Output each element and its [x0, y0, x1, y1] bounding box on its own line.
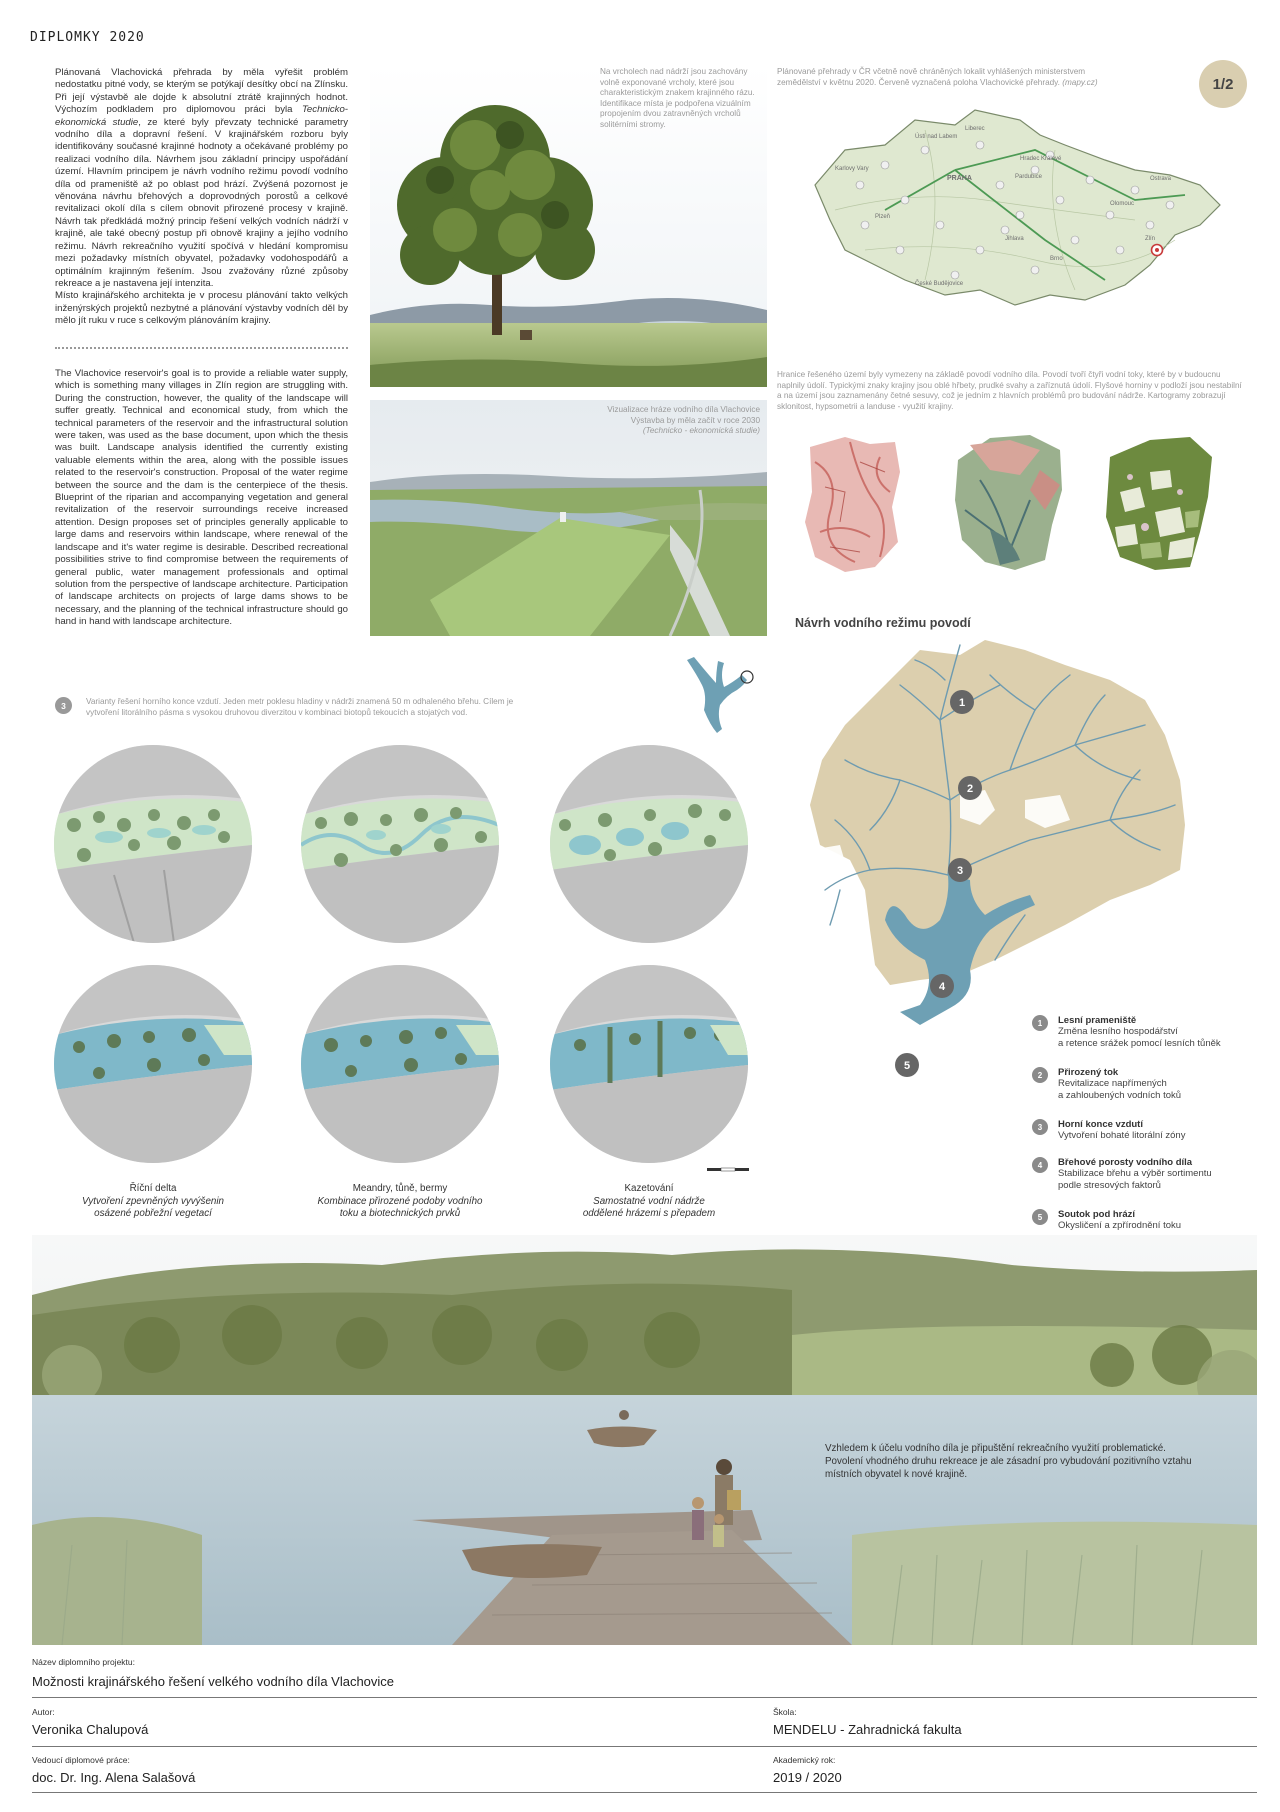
legend-desc-1b: a retence srážek pomocí lesních tůněk	[1058, 1038, 1221, 1049]
page-header-title: DIPLOMKY 2020	[30, 30, 145, 45]
watershed-title: Návrh vodního režimu povodí	[795, 616, 971, 630]
school-value: MENDELU - Zahradnická fakulta	[773, 1722, 962, 1737]
meanders-top-illustration	[301, 745, 499, 943]
project-value: Možnosti krajinářského řešení velkého vodního díla Vlachovice	[32, 1674, 395, 1689]
legend-desc-4a: Stabilizace břehu a výběr sortimentu	[1058, 1168, 1212, 1179]
legend-num-1: 1	[1032, 1015, 1048, 1031]
map-label-jihlava: Jihlava	[1005, 236, 1024, 242]
cassettes-bottom-illustration	[550, 965, 748, 1163]
footer-divider-3	[32, 1792, 1257, 1793]
delta-bottom-illustration	[54, 965, 252, 1163]
variant-label-delta	[54, 1183, 252, 1221]
variant-circle-cassettes-bottom	[550, 965, 748, 1163]
legend-item	[1032, 1209, 1181, 1232]
scale-bar	[707, 1160, 749, 1164]
legend-title-4: Břehové porosty vodního díla	[1058, 1157, 1193, 1168]
map-label-praha: PRAHA	[947, 175, 972, 182]
map-label-hradec: Hradec Králové	[1020, 156, 1062, 162]
slope-cartogram-illustration	[800, 432, 905, 574]
legend-title-5: Soutok pod hrází	[1058, 1209, 1136, 1220]
lake-illustration	[32, 1235, 1257, 1645]
map-label-ostrava: Ostrava	[1150, 176, 1172, 182]
footer-divider-2	[32, 1746, 1257, 1747]
map-label-karlovy-vary: Karlovy Vary	[835, 166, 869, 172]
marker-1-label: 1	[958, 697, 966, 709]
year-label: Akademický rok:	[773, 1755, 836, 1765]
variant-desc-delta-1: Vytvoření zpevněných vyvýšenin	[82, 1195, 224, 1207]
marker-4-label: 4	[938, 981, 946, 993]
map-label-zlin: Zlín	[1145, 236, 1156, 242]
map-label-plzen: Plzeň	[875, 214, 891, 220]
watershed-map	[810, 640, 1190, 1080]
author-value: Veronika Chalupová	[32, 1722, 149, 1737]
legend-num-5: 5	[1032, 1209, 1048, 1225]
tree-caption: Na vrcholech nad nádrží jsou zachovány volně exponované vrcholy, které jsou charakteristickým znakem krajinného rázu. Identifikace místa je podpořena vizuálním propojením dvou zatravněných vrcholů solitérními stromy.	[600, 67, 755, 129]
vlachovice-location-marker	[1152, 245, 1163, 256]
variant-label-meanders	[301, 1183, 499, 1221]
legend-num-4: 4	[1032, 1157, 1048, 1173]
legend-title-3: Horní konce vzdutí	[1058, 1119, 1143, 1130]
legend-item	[1032, 1157, 1212, 1192]
czech-map-illustration	[805, 90, 1225, 330]
project-label: Název diplomního projektu:	[32, 1657, 136, 1667]
watershed-marker-4	[930, 974, 954, 998]
supervisor-value: doc. Dr. Ing. Alena Salašová	[32, 1770, 196, 1785]
variants-caption: Varianty řešení horního konce vzdutí. Jeden metr poklesu hladiny v nádrži znamená 50 m odhaleného břehu. Cílem je vytvoření litorálního pásma s vysokou druhovou diverzitou v kombinaci biotopů tekoucích a stojatých vod.	[86, 697, 514, 717]
legend-item	[1032, 1119, 1185, 1142]
dam-caption	[560, 405, 760, 437]
variant-title-delta: Říční delta	[129, 1183, 177, 1194]
variant-desc-cassettes-1: Samostatné vodní nádrže	[593, 1195, 705, 1207]
legend-item	[1032, 1067, 1181, 1102]
variant-label-cassettes	[550, 1183, 748, 1221]
year-value: 2019 / 2020	[773, 1770, 842, 1785]
marker-2-label: 2	[966, 783, 974, 795]
intro-cz-part3: Místo krajinářského architekta je v procesu plánování takto velkých inženýrských projektů nezbytné a plánování výstavby vodních děl by mělo jít ruku v ruce s celkovým plánováním krajiny.	[55, 290, 348, 327]
variant-circle-delta-bottom	[54, 965, 252, 1163]
intro-text-en: The Vlachovice reservoir's goal is to provide a reliable water supply, which is something many villages in Zlín region are struggling with. During the construction, however, the quality of the landscape will suffer greatly. Technical and economical study, from which the technical parameters of the reservoir and the infrastructural solution were taken, was used as the base document, upon which the thesis was built. Landscape analysis identified the currently existing valuable elements within the area, along with the possible issues related to the reservoir's construction. Proposal of the water regime between the source and the dam is the centerpiece of the thesis. Blueprint of the riparian and accompanying vegetation and general revitalization of the reservoir surroundings receive increased attention. Design proposes set of principles generally applicable to large dams and reservoirs within landscape, where renewal of the landscape and it's water regime is desirable. Described recreational possibilities strive to find compromise between the requirements of general public, water management professionals and optimal solution from the perspective of landscape architecture. Participation of landscape architects on projects of large dams shows to be necessary, and the planning of the technical infrastructure should go hand in hand with landscape architecture.	[55, 368, 348, 628]
legend-desc-2a: Revitalizace napřímených	[1058, 1078, 1167, 1089]
watershed-marker-2	[958, 776, 982, 800]
legend-desc-4b: podle stresových faktorů	[1058, 1180, 1161, 1191]
variant-circle-cassettes-top	[550, 745, 748, 943]
intro-cz-part1: Plánovaná Vlachovická přehrada by měla vyřešit problém nedostatku pitné vody, se kterým se potýkají desítky obcí na Zlínsku. Při její výstavbě ale dojde k absolutní ztrátě krajinných hodnot. Výchozím podkladem pro diplomovou práci byla	[55, 67, 348, 116]
delta-top-illustration	[54, 745, 252, 943]
intro-cz-study-title: Technicko-ekonomická studie	[55, 104, 348, 128]
map-label-brno: Brno	[1050, 256, 1063, 262]
hypsometry-cartogram-illustration	[950, 430, 1068, 572]
czech-republic-map	[805, 90, 1225, 330]
watershed-marker-3	[948, 858, 972, 882]
dam-caption-line3: (Technicko - ekonomická studie)	[642, 426, 760, 436]
variant-desc-delta-2: osázené pobřežní vegetací	[94, 1208, 212, 1219]
cassettes-top-illustration	[550, 745, 748, 943]
watershed-marker-5	[895, 1053, 919, 1077]
map-caption-text: Plánované přehrady v ČR včetně nově chráněných lokalit vyhlášených ministerstvem zemědělství v květnu 2020. Červeně vyznačená poloha Vlachovické přehrady.	[777, 67, 1086, 87]
reservoir-minimap	[682, 655, 757, 735]
footer-divider-1	[32, 1697, 1257, 1698]
legend-desc-2b: a zahloubených vodních toků	[1058, 1090, 1182, 1101]
variants-number-badge: 3	[55, 697, 72, 714]
legend-desc-5a: Okysličení a zpřírodnění toku	[1058, 1220, 1182, 1231]
legend-item	[1032, 1015, 1221, 1050]
section-divider	[55, 347, 348, 349]
dam-caption-line2: Výstavba by měla začít v roce 2030	[630, 415, 760, 425]
legend-title-1: Lesní prameniště	[1058, 1015, 1137, 1026]
boundaries-caption: Hranice řešeného území byly vymezeny na základě povodí vodního díla. Povodí tvoří čtyři vodní toky, které by v budoucnu naplnily údolí. Typickými znaky krajiny jsou oblé hřbety, prudké svahy a zaříznutá údolí. Flyšové horniny v podloží jsou nestabilní a na území jsou zaznamenány četné sesuvy, což je jedním z hlavních problémů pro budování nádrže. Kartogramy zobrazují sklonitost, hypsometrii a landuse - využití krajiny.	[777, 370, 1242, 411]
cartogram-slope	[800, 432, 905, 574]
cartogram-landuse	[1100, 432, 1218, 572]
variant-title-cassettes: Kazetování	[624, 1183, 674, 1194]
variant-circle-meanders-bottom	[301, 965, 499, 1163]
lake-recreation-visualization	[32, 1235, 1257, 1645]
author-label: Autor:	[32, 1707, 55, 1717]
watershed-marker-1	[950, 690, 974, 714]
cartogram-hypsometry	[950, 430, 1068, 572]
variant-circle-delta-top	[54, 745, 252, 943]
legend-desc-1a: Změna lesního hospodářství	[1058, 1026, 1178, 1037]
scale-bar-illustration	[707, 1167, 749, 1173]
dam-caption-line1: Vizualizace hráze vodního díla Vlachovice	[607, 405, 760, 414]
page-number-badge: 1/2	[1199, 60, 1247, 108]
supervisor-label: Vedoucí diplomové práce:	[32, 1755, 130, 1765]
watershed-illustration	[810, 640, 1190, 1080]
variant-desc-meanders-2: toku a biotechnických prvků	[339, 1208, 461, 1219]
map-caption	[777, 67, 1107, 88]
map-label-usti: Ústí nad Labem	[915, 134, 958, 140]
legend-desc-3a: Vytvoření bohaté litorální zóny	[1058, 1130, 1186, 1141]
marker-5-label: 5	[903, 1060, 911, 1072]
landuse-cartogram-illustration	[1100, 432, 1218, 572]
variant-desc-cassettes-2: oddělené hrázemi s přepadem	[582, 1208, 716, 1219]
lake-caption: Vzhledem k účelu vodního díla je připuštění rekreačního využití problematické. Povolení vhodného druhu rekreace je ale zásadní pro vybudování pozitivního vztahu místních obyvatel k nové krajině.	[825, 1443, 1192, 1480]
legend-num-3: 3	[1032, 1119, 1048, 1135]
school-label: Škola:	[773, 1707, 797, 1717]
intro-text-cz	[55, 67, 348, 328]
reservoir-minimap-illustration	[682, 655, 757, 735]
map-caption-source: (mapy.cz)	[1062, 77, 1098, 87]
map-label-liberec: Liberec	[965, 126, 985, 132]
map-label-budejovice: České Budějovice	[915, 281, 964, 287]
map-label-pardubice: Pardubice	[1015, 174, 1043, 180]
legend-num-2: 2	[1032, 1067, 1048, 1083]
variant-title-meanders: Meandry, tůně, bermy	[352, 1183, 448, 1194]
variant-desc-meanders-1: Kombinace přirozené podoby vodního	[317, 1195, 483, 1207]
variant-circle-meanders-top	[301, 745, 499, 943]
meanders-bottom-illustration	[301, 965, 499, 1163]
marker-3-label: 3	[956, 865, 964, 877]
map-label-olomouc: Olomouc	[1110, 201, 1135, 207]
intro-cz-part2: , ze které byly převzaty technické parametry vodního díla a dopravní řešení. V krajinářském rozboru byly identifikovány současné krajinné hodnoty a očekávané problémy po realizaci vodního díla. Návrhem jsou základní principy uspořádání území. Hlavním principem je návrh vodního režimu povodí vodního díla od prameniště až po oblast pod hrází. Zvýšená pozornost je věnována návrhu břehových a doprovodných porostů a celkové revitalizaci okolí díla s cílem obnovit přirozené procesy v krajině. Návrh tak předkládá možný princip řešení velkých vodních nádrží v krajině, ale také obecný postup při obnově krajiny a jejího vodního režimu. Návrh rekreačního využití spočívá v hledání kompromisu mezi požadavky místních obyvatel, požadavky vodohospodářů a optimálním krajinným řešením. Jsou zvažovány různé způsoby rekreace a je nastavena její intenzita.	[55, 116, 348, 289]
legend-title-2: Přirozený tok	[1058, 1067, 1119, 1078]
